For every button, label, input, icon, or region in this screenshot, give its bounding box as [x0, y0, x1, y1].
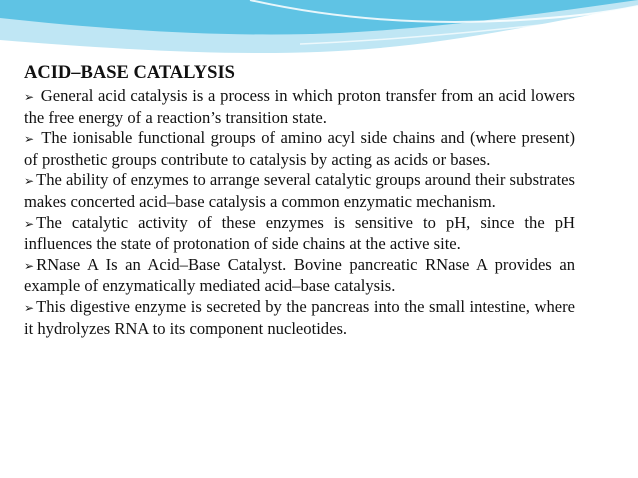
bullet-text: This digestive enzyme is secreted by the pancreas into the small intestine, where it hydrolyzes RNA to its component nucleotides.: [24, 296, 575, 338]
arrow-bullet-icon: ➢: [24, 132, 35, 147]
bullet-item: [24, 128, 575, 170]
bullet-item: [24, 86, 575, 128]
bullet-text: General acid catalysis is a process in which proton transfer from an acid lowers the free energy of a reaction’s transition state.: [24, 86, 575, 127]
arrow-bullet-icon: ➢: [24, 258, 35, 273]
arrow-bullet-icon: ➢: [24, 216, 35, 231]
bullet-item: [24, 170, 575, 212]
slide-body: [24, 60, 575, 339]
bullet-list: [24, 86, 575, 339]
bullet-item: [24, 213, 575, 255]
bullet-text: RNase A Is an Acid–Base Catalyst. Bovine pancreatic RNase A provides an example of enzymatically mediated acid–base catalysis.: [24, 254, 575, 296]
bullet-text: The ability of enzymes to arrange several catalytic groups around their substrates makes concerted acid–base catalysis a common enzymatic mechanism.: [24, 170, 575, 211]
arrow-bullet-icon: ➢: [24, 300, 35, 315]
slide-title: ACID–BASE CATALYSIS: [24, 63, 235, 83]
bullet-text: The ionisable functional groups of amino acyl side chains and (where present) of prosthetic groups contribute to catalysis by acting as acids or bases.: [24, 128, 575, 169]
bullet-text: The catalytic activity of these enzymes is sensitive to pH, since the pH influences the state of protonation of side chains at the active site.: [24, 212, 575, 254]
bullet-item: [24, 255, 575, 297]
arrow-bullet-icon: ➢: [24, 90, 35, 104]
arrow-bullet-icon: ➢: [24, 174, 35, 189]
bullet-item: [24, 297, 575, 339]
